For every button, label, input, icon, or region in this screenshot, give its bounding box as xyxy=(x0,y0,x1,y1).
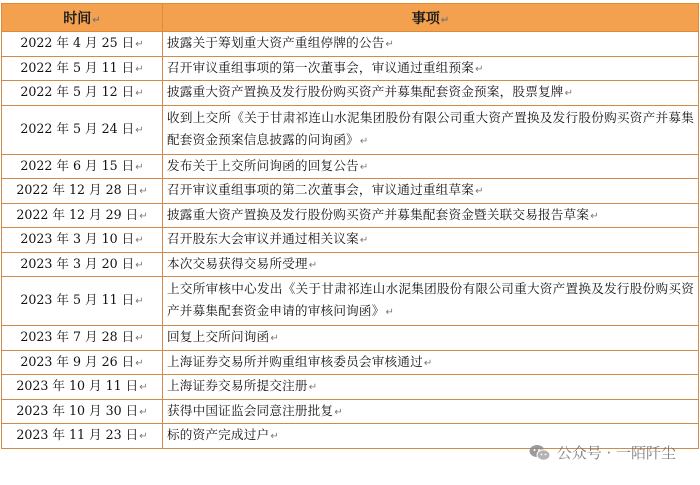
row-event: 披露重大资产置换及发行股份购买资产并募集配套资金暨关联交易报告草案↵ xyxy=(163,203,699,228)
row-date: 2022 年 12 月 29 日↵ xyxy=(2,203,163,228)
table-row xyxy=(2,179,699,204)
row-event: 上海证券交易所提交注册↵ xyxy=(163,375,699,400)
row-date: 2023 年 3 月 20 日↵ xyxy=(2,252,163,277)
row-event: 收到上交所《关于甘肃祁连山水泥集团股份有限公司重大资产置换及发行股份购买资产并募集配套资金预案信息披露的问询函》↵ xyxy=(163,105,699,154)
row-event: 获得中国证监会同意注册批复↵ xyxy=(163,399,699,424)
timeline-table xyxy=(1,3,699,449)
table-row xyxy=(2,326,699,351)
table-row xyxy=(2,81,699,106)
watermark-text: 公众号 · 一陌阡尘 xyxy=(556,444,676,462)
table-row xyxy=(2,203,699,228)
row-event: 标的资产完成过户↵ xyxy=(163,424,699,449)
table-row xyxy=(2,56,699,81)
row-event: 召开股东大会审议并通过相关议案↵ xyxy=(163,228,699,253)
table-row xyxy=(2,399,699,424)
row-date: 2023 年 7 月 28 日↵ xyxy=(2,326,163,351)
table-row xyxy=(2,277,699,326)
row-date: 2023 年 11 月 23 日↵ xyxy=(2,424,163,449)
table-row xyxy=(2,105,699,154)
row-date: 2022 年 5 月 11 日↵ xyxy=(2,56,163,81)
row-event: 披露重大资产置换及发行股份购买资产并募集配套资金预案，股票复牌↵ xyxy=(163,81,699,106)
row-date: 2023 年 3 月 10 日↵ xyxy=(2,228,163,253)
table-row xyxy=(2,154,699,179)
row-event: 召开审议重组事项的第二次董事会，审议通过重组草案↵ xyxy=(163,179,699,204)
row-date: 2023 年 9 月 26 日↵ xyxy=(2,350,163,375)
row-event: 回复上交所问询函↵ xyxy=(163,326,699,351)
table-header-row xyxy=(2,4,699,32)
row-event: 上交所审核中心发出《关于甘肃祁连山水泥集团股份有限公司重大资产置换及发行股份购买资产并募集配套资金申请的审核问询函》↵ xyxy=(163,277,699,326)
table-row xyxy=(2,375,699,400)
row-event: 上海证券交易所并购重组审核委员会审核通过↵ xyxy=(163,350,699,375)
header-event: 事项↵ xyxy=(163,4,699,32)
table-row xyxy=(2,252,699,277)
table-row xyxy=(2,350,699,375)
row-date: 2022 年 12 月 28 日↵ xyxy=(2,179,163,204)
row-event: 发布关于上交所问询函的回复公告↵ xyxy=(163,154,699,179)
row-date: 2023 年 10 月 30 日↵ xyxy=(2,399,163,424)
row-date: 2022 年 5 月 24 日↵ xyxy=(2,105,163,154)
watermark xyxy=(529,442,676,463)
row-date: 2022 年 6 月 15 日↵ xyxy=(2,154,163,179)
row-event: 本次交易获得交易所受理↵ xyxy=(163,252,699,277)
row-date: 2022 年 5 月 12 日↵ xyxy=(2,81,163,106)
wechat-icon xyxy=(529,444,551,462)
row-event: 召开审议重组事项的第一次董事会，审议通过重组预案↵ xyxy=(163,56,699,81)
row-event: 披露关于筹划重大资产重组停牌的公告↵ xyxy=(163,32,699,57)
header-time: 时间↵ xyxy=(2,4,163,32)
table-row xyxy=(2,32,699,57)
row-date: 2023 年 5 月 11 日↵ xyxy=(2,277,163,326)
table-row xyxy=(2,228,699,253)
row-date: 2022 年 4 月 25 日↵ xyxy=(2,32,163,57)
row-date: 2023 年 10 月 11 日↵ xyxy=(2,375,163,400)
